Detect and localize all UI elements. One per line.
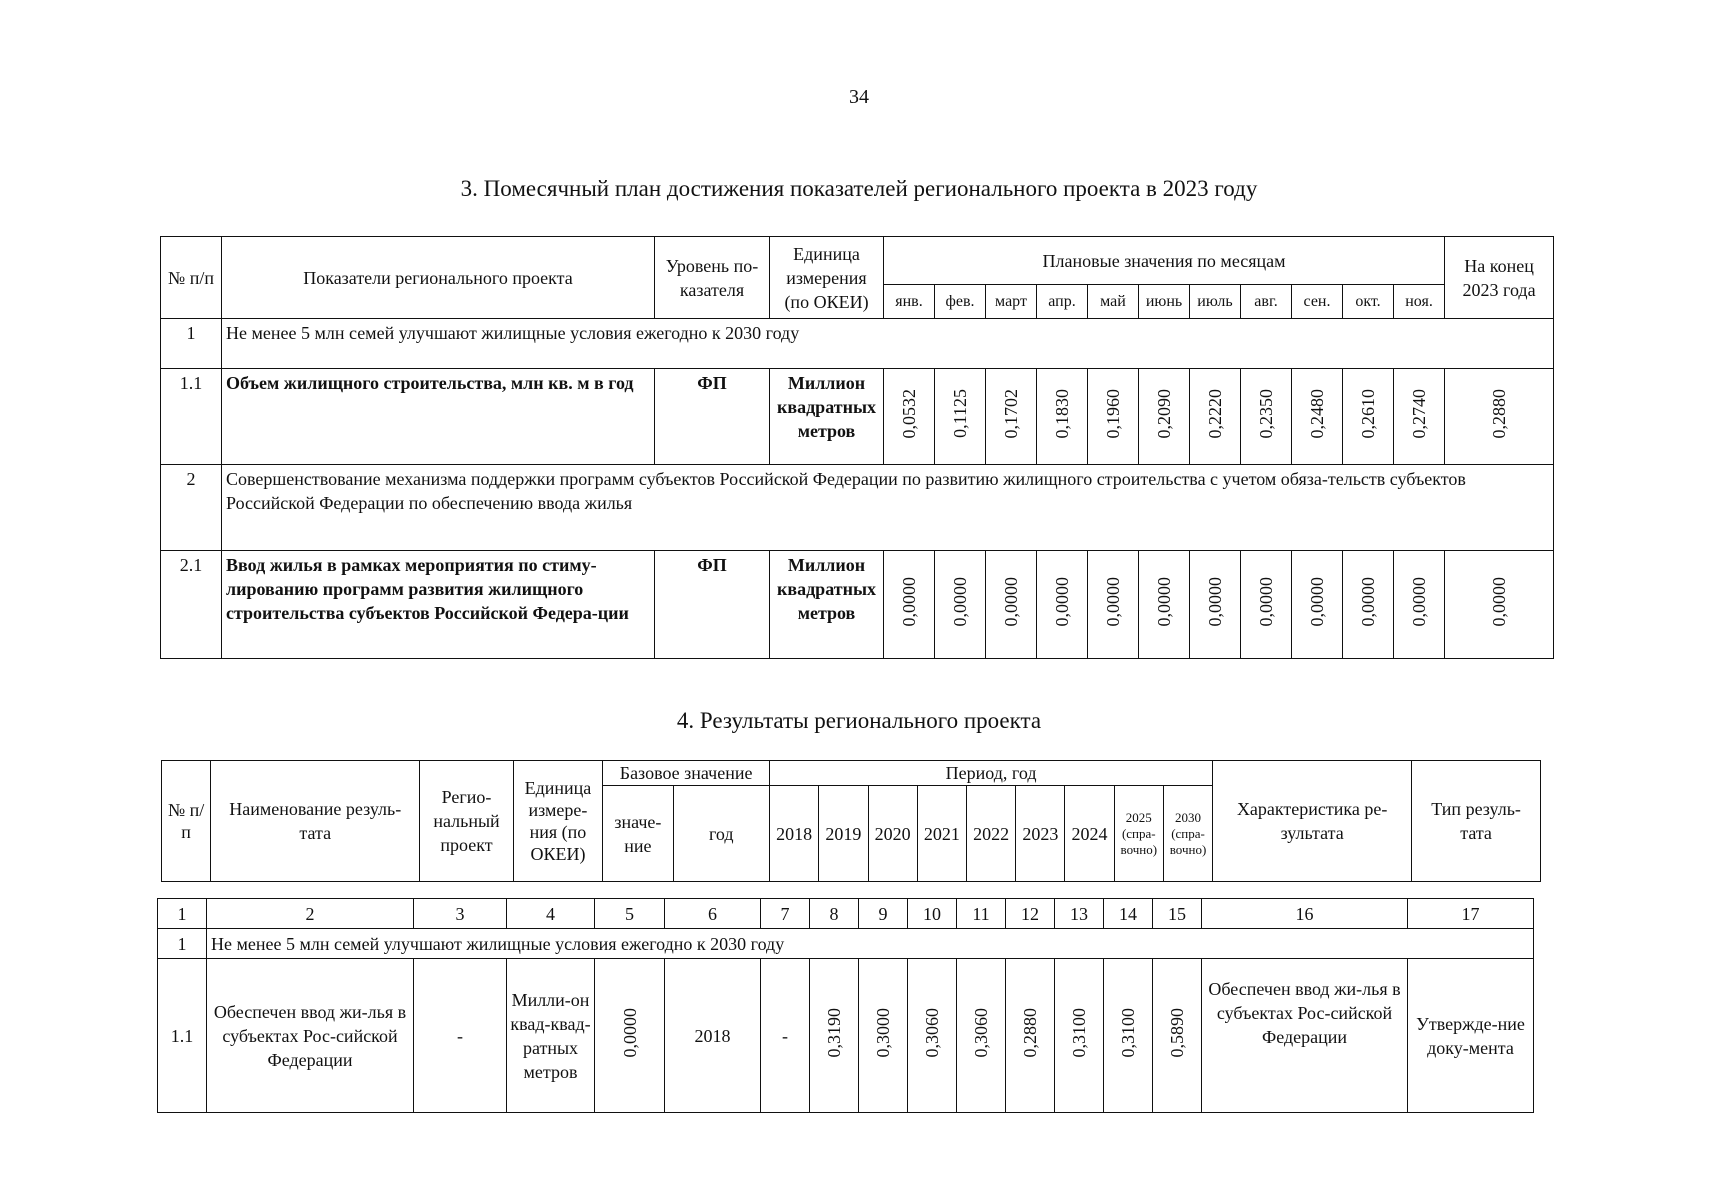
header-base-year: год	[673, 786, 770, 882]
year-header: 2024	[1065, 786, 1114, 882]
header-base: Базовое значение	[603, 761, 770, 786]
column-number: 5	[595, 899, 665, 929]
indicator-unit: Миллион квадратных метров	[770, 551, 884, 659]
column-number: 8	[810, 899, 859, 929]
header-unit: Единица измерения (по ОКЕИ)	[770, 237, 884, 319]
month-value: 0,0000	[1343, 551, 1394, 659]
month-header: сен.	[1292, 285, 1343, 319]
year-header: 2020	[868, 786, 917, 882]
month-value: 0,2220	[1190, 369, 1241, 465]
column-number: 11	[957, 899, 1006, 929]
column-number: 9	[859, 899, 908, 929]
month-value: 0,0000	[1139, 551, 1190, 659]
column-number: 10	[908, 899, 957, 929]
group-title: Не менее 5 млн семей улучшают жилищные условия ежегодно к 2030 году	[222, 319, 1554, 369]
year-value: 0,2880	[1006, 959, 1055, 1113]
year-2030-header: 2030 (спра-вочно)	[1163, 786, 1212, 882]
year-value: 0,3190	[810, 959, 859, 1113]
header-name: Наименование резуль-тата	[211, 761, 420, 882]
month-header: март	[986, 285, 1037, 319]
month-value: 0,0000	[935, 551, 986, 659]
header-base-value: значе-ние	[603, 786, 673, 882]
results-header-table	[161, 760, 1541, 882]
month-value: 0,2350	[1241, 369, 1292, 465]
month-value: 0,0000	[884, 551, 935, 659]
indicator-level: ФП	[655, 551, 770, 659]
header-end-of-year: На конец 2023 года	[1445, 237, 1554, 319]
month-value: 0,1960	[1088, 369, 1139, 465]
column-number: 1	[158, 899, 207, 929]
month-header: июнь	[1139, 285, 1190, 319]
header-level: Уровень по-казателя	[655, 237, 770, 319]
header-characteristic: Характеристика ре-зультата	[1213, 761, 1412, 882]
month-value: 0,0000	[1190, 551, 1241, 659]
column-number: 7	[761, 899, 810, 929]
year-value: 0,3100	[1104, 959, 1153, 1113]
result-unit: Милли-он квад-квад-ратных метров	[507, 959, 595, 1113]
indicator-name: Ввод жилья в рамках мероприятия по стиму-лированию программ развития жилищного строительства субъектов Российской Федера-ции	[222, 551, 655, 659]
section4-title: 4. Результаты регионального проекта	[676, 708, 1042, 733]
header-unit: Единица измере-ния (по ОКЕИ)	[513, 761, 602, 882]
year-2025-header: 2025 (спра-вочно)	[1114, 786, 1163, 882]
header-indicator: Показатели регионального проекта	[222, 237, 655, 319]
regional-project: -	[414, 959, 507, 1113]
header-num: № п/п	[161, 237, 222, 319]
year-value: 0,5890	[1153, 959, 1202, 1113]
section3-title: 3. Помесячный план достижения показателей регионального проекта в 2023 году	[460, 176, 1258, 201]
group-num: 2	[161, 465, 222, 551]
year-value: 0,3060	[957, 959, 1006, 1113]
column-number: 15	[1153, 899, 1202, 929]
month-header: окт.	[1343, 285, 1394, 319]
month-header: ноя.	[1394, 285, 1445, 319]
base-value: 0,0000	[595, 959, 665, 1113]
year-header: 2018	[770, 786, 819, 882]
indicator-unit: Миллион квадратных метров	[770, 369, 884, 465]
year-header: 2023	[1016, 786, 1065, 882]
base-year: 2018	[665, 959, 761, 1113]
month-value: 0,1830	[1037, 369, 1088, 465]
column-number: 16	[1202, 899, 1408, 929]
header-planned: Плановые значения по месяцам	[884, 237, 1445, 285]
month-value: 0,0000	[1394, 551, 1445, 659]
row-num: 2.1	[161, 551, 222, 659]
column-number: 6	[665, 899, 761, 929]
month-value: 0,2610	[1343, 369, 1394, 465]
month-header: фев.	[935, 285, 986, 319]
header-type: Тип резуль-тата	[1412, 761, 1541, 882]
month-value: 0,0000	[1292, 551, 1343, 659]
group-num: 1	[158, 929, 207, 959]
month-value: 0,2740	[1394, 369, 1445, 465]
indicator-name: Объем жилищного строительства, млн кв. м в год	[222, 369, 655, 465]
year-value: 0,3100	[1055, 959, 1104, 1113]
column-number: 2	[207, 899, 414, 929]
header-regional: Регио-нальный проект	[420, 761, 513, 882]
month-header: июль	[1190, 285, 1241, 319]
group-title: Не менее 5 млн семей улучшают жилищные условия ежегодно к 2030 году	[207, 929, 1534, 959]
month-value: 0,0532	[884, 369, 935, 465]
group-num: 1	[161, 319, 222, 369]
row-num: 1.1	[161, 369, 222, 465]
result-type: Утвержде-ние доку-мента	[1408, 959, 1534, 1113]
month-value: 0,2480	[1292, 369, 1343, 465]
row-num: 1.1	[158, 959, 207, 1113]
result-characteristic: Обеспечен ввод жи-лья в субъектах Рос-сийской Федерации	[1202, 959, 1408, 1113]
end-of-year-value: 0,2880	[1445, 369, 1554, 465]
indicator-level: ФП	[655, 369, 770, 465]
month-value: 0,0000	[1037, 551, 1088, 659]
year-header: 2019	[819, 786, 868, 882]
column-number: 12	[1006, 899, 1055, 929]
month-value: 0,0000	[1241, 551, 1292, 659]
month-value: 0,0000	[986, 551, 1037, 659]
year-header: 2021	[917, 786, 966, 882]
month-header: авг.	[1241, 285, 1292, 319]
column-number: 14	[1104, 899, 1153, 929]
results-body-table	[157, 898, 1534, 1113]
monthly-plan-table	[160, 236, 1554, 659]
month-header: май	[1088, 285, 1139, 319]
group-title: Совершенствование механизма поддержки программ субъектов Российской Федерации по развитию жилищного строительства с учетом обяза-тельств субъектов Российской Федерации по обеспечению ввода жилья	[222, 465, 1554, 551]
page-number: 34	[849, 86, 869, 108]
year-value: 0,3060	[908, 959, 957, 1113]
month-value: 0,1125	[935, 369, 986, 465]
year-value: 0,3000	[859, 959, 908, 1113]
column-number: 3	[414, 899, 507, 929]
header-num: № п/п	[162, 761, 211, 882]
month-header: янв.	[884, 285, 935, 319]
column-number: 4	[507, 899, 595, 929]
month-value: 0,0000	[1088, 551, 1139, 659]
column-number: 13	[1055, 899, 1104, 929]
month-value: 0,2090	[1139, 369, 1190, 465]
year-header: 2022	[966, 786, 1015, 882]
month-value: 0,1702	[986, 369, 1037, 465]
header-period: Период, год	[770, 761, 1213, 786]
month-header: апр.	[1037, 285, 1088, 319]
value-2018: -	[761, 959, 810, 1113]
column-number: 17	[1408, 899, 1534, 929]
end-of-year-value: 0,0000	[1445, 551, 1554, 659]
result-name: Обеспечен ввод жи-лья в субъектах Рос-сийской Федерации	[207, 959, 414, 1113]
